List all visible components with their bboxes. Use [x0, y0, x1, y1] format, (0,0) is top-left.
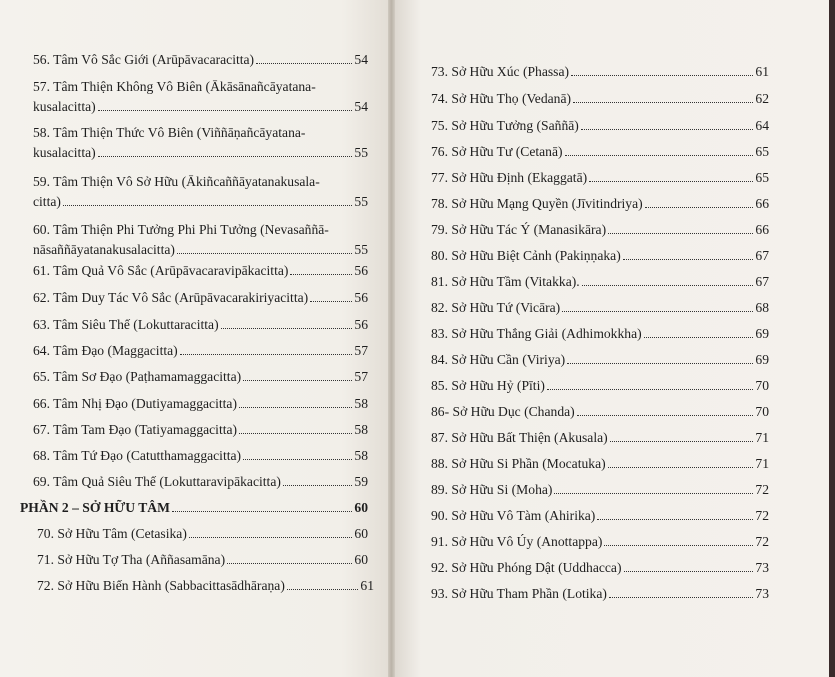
toc-title: 78. Sở Hữu Mạng Quyền (Jīvitindriya) [431, 196, 643, 211]
toc-page: 55 [354, 145, 368, 160]
toc-entry-62[interactable] [33, 288, 368, 308]
toc-page: 68 [755, 300, 769, 315]
dot-leader [243, 459, 352, 460]
dot-leader [589, 181, 753, 182]
toc-title: 89. Sở Hữu Si (Moha) [431, 482, 553, 497]
toc-title: 90. Sở Hữu Vô Tàm (Ahirika) [431, 508, 596, 523]
toc-page: 58 [354, 448, 368, 463]
toc-title: 83. Sở Hữu Thắng Giải (Adhimokkha) [431, 326, 642, 341]
toc-page: 60 [354, 500, 368, 515]
toc-title: kusalacitta) [33, 145, 96, 160]
toc-entry-93[interactable] [431, 584, 769, 604]
toc-entry-83[interactable] [431, 324, 769, 344]
toc-entry-89[interactable] [431, 480, 769, 500]
toc-page: 62 [755, 91, 769, 106]
toc-entry-84[interactable] [431, 350, 769, 370]
toc-page: 64 [755, 118, 769, 133]
toc-page: 73 [755, 586, 769, 601]
toc-title: 73. Sở Hữu Xúc (Phassa) [431, 64, 570, 79]
section-title: PHẦN 2 – SỞ HỮU TÂM [20, 500, 170, 515]
toc-title: 93. Sở Hữu Tham Phần (Lotika) [431, 586, 607, 601]
toc-entry-82[interactable] [431, 298, 769, 318]
toc-entry-80[interactable] [431, 246, 769, 266]
dot-leader [571, 75, 753, 76]
toc-entry-92[interactable] [431, 558, 769, 578]
dot-leader [310, 301, 352, 302]
toc-page: 54 [354, 52, 368, 67]
dot-leader [547, 389, 754, 390]
dot-leader [221, 328, 353, 329]
toc-title: 87. Sở Hữu Bất Thiện (Akusala) [431, 430, 608, 445]
toc-entry-65[interactable] [33, 367, 368, 387]
toc-page: 65 [755, 144, 769, 159]
toc-entry-79[interactable] [431, 220, 769, 240]
toc-entry-60[interactable] [33, 220, 368, 260]
dot-leader [287, 589, 359, 590]
dot-leader [98, 156, 353, 157]
toc-title: 81. Sở Hữu Tầm (Vitakka). [431, 274, 580, 289]
dot-leader [610, 441, 754, 442]
toc-title: 85. Sở Hữu Hỷ (Pīti) [431, 378, 545, 393]
toc-page: 58 [354, 422, 368, 437]
toc-entry-91[interactable] [431, 532, 769, 552]
toc-entry-71[interactable] [37, 550, 368, 570]
toc-page: 56 [354, 317, 368, 332]
toc-title: 71. Sở Hữu Tợ Tha (Aññasamāna) [37, 552, 226, 567]
toc-entry-72[interactable] [37, 576, 374, 596]
toc-page: 57 [354, 369, 368, 384]
toc-section-part-2[interactable] [20, 498, 368, 518]
toc-page: 61 [360, 578, 374, 593]
toc-page: 59 [354, 474, 368, 489]
toc-entry-77[interactable] [431, 168, 769, 188]
dot-leader [624, 571, 754, 572]
toc-page: 73 [755, 560, 769, 575]
toc-entry-68[interactable] [33, 446, 368, 466]
toc-page: 71 [755, 430, 769, 445]
toc-entry-69[interactable] [33, 472, 368, 492]
dot-leader [567, 363, 753, 364]
toc-entry-63[interactable] [33, 315, 368, 335]
dot-leader [597, 519, 753, 520]
toc-entry-87[interactable] [431, 428, 769, 448]
toc-title: 75. Sở Hữu Tưởng (Saññā) [431, 118, 579, 133]
page-edge [829, 0, 835, 677]
toc-entry-78[interactable] [431, 194, 769, 214]
dot-leader [243, 380, 352, 381]
toc-title: kusalacitta) [33, 99, 96, 114]
toc-title: 69. Tâm Quả Siêu Thế (Lokuttaravipākacitta) [33, 474, 281, 489]
dot-leader [256, 63, 352, 64]
dot-leader [609, 597, 754, 598]
dot-leader [581, 129, 754, 130]
left-page [0, 0, 388, 677]
toc-entry-88[interactable] [431, 454, 769, 474]
dot-leader [283, 485, 353, 486]
toc-title: 66. Tâm Nhị Đạo (Dutiyamaggacitta) [33, 396, 237, 411]
toc-entry-74[interactable] [431, 89, 769, 109]
toc-page: 60 [354, 526, 368, 541]
toc-entry-58[interactable] [33, 123, 368, 163]
toc-title: 77. Sở Hữu Định (Ekaggatā) [431, 170, 588, 185]
dot-leader [562, 311, 753, 312]
toc-entry-56[interactable] [33, 50, 368, 70]
toc-title: 70. Sở Hữu Tâm (Cetasika) [37, 526, 187, 541]
toc-page: 72 [755, 508, 769, 523]
dot-leader [239, 407, 352, 408]
dot-leader [554, 493, 753, 494]
toc-page: 56 [354, 290, 368, 305]
toc-page: 67 [755, 248, 769, 263]
toc-title: 64. Tâm Đạo (Maggacitta) [33, 343, 178, 358]
toc-title: 86- Sở Hữu Dục (Chanda) [431, 404, 575, 419]
dot-leader [239, 433, 352, 434]
toc-title: 67. Tâm Tam Đạo (Tatiyamaggacitta) [33, 422, 238, 437]
toc-title: 80. Sở Hữu Biệt Cảnh (Pakiṇṇaka) [431, 248, 621, 263]
toc-entry-81[interactable] [431, 272, 769, 292]
toc-page: 71 [755, 456, 769, 471]
toc-title: 56. Tâm Vô Sắc Giới (Arūpāvacaracitta) [33, 52, 255, 67]
dot-leader [177, 253, 353, 254]
toc-page: 54 [354, 99, 368, 114]
dot-leader [645, 207, 754, 208]
toc-entry-61[interactable] [33, 261, 368, 281]
toc-page: 66 [755, 222, 769, 237]
dot-leader [565, 155, 754, 156]
toc-page: 58 [354, 396, 368, 411]
toc-title-line1: 57. Tâm Thiện Không Vô Biên (Ākāsānañcāyatana- [33, 79, 316, 94]
toc-page: 57 [354, 343, 368, 358]
toc-title-line1: 58. Tâm Thiện Thức Vô Biên (Viññāṇañcāyatana- [33, 125, 306, 140]
toc-entry-70[interactable] [37, 524, 368, 544]
toc-entry-86[interactable] [431, 402, 769, 422]
toc-title: 63. Tâm Siêu Thế (Lokuttaracitta) [33, 317, 219, 332]
dot-leader [608, 233, 753, 234]
dot-leader [582, 285, 754, 286]
toc-entry-75[interactable] [431, 116, 769, 136]
dot-leader [604, 545, 753, 546]
toc-title: nāsaññāyatanakusalacitta) [33, 242, 175, 257]
toc-page: 66 [755, 196, 769, 211]
toc-title: 74. Sở Hữu Thọ (Vedanā) [431, 91, 572, 106]
dot-leader [623, 259, 754, 260]
toc-title: 91. Sở Hữu Vô Úy (Anottappa) [431, 534, 603, 549]
toc-title: 79. Sở Hữu Tác Ý (Manasikāra) [431, 222, 607, 237]
dot-leader [577, 415, 754, 416]
right-page [395, 0, 829, 677]
toc-title-line1: 60. Tâm Thiện Phi Tưởng Phi Phi Tưởng (Nevasaññā- [33, 222, 329, 237]
dot-leader [227, 563, 352, 564]
toc-page: 69 [755, 352, 769, 367]
toc-title: 88. Sở Hữu Si Phần (Mocatuka) [431, 456, 606, 471]
toc-title: 82. Sở Hữu Tứ (Vicāra) [431, 300, 561, 315]
toc-page: 60 [354, 552, 368, 567]
toc-title: 84. Sở Hữu Cần (Viriya) [431, 352, 566, 367]
toc-entry-59[interactable] [33, 172, 368, 212]
toc-page: 55 [354, 242, 368, 257]
book-gutter [388, 0, 395, 677]
toc-entry-67[interactable] [33, 420, 368, 440]
dot-leader [608, 467, 754, 468]
toc-title: 76. Sở Hữu Tư (Cetanā) [431, 144, 563, 159]
toc-page: 72 [755, 534, 769, 549]
toc-entry-90[interactable] [431, 506, 769, 526]
toc-page: 56 [354, 263, 368, 278]
toc-title: citta) [33, 194, 61, 209]
dot-leader [573, 102, 753, 103]
toc-title: 61. Tâm Quả Vô Sắc (Arūpāvacaravipākacitta) [33, 263, 289, 278]
toc-title: 92. Sở Hữu Phóng Dật (Uddhacca) [431, 560, 622, 575]
toc-page: 61 [755, 64, 769, 79]
toc-page: 72 [755, 482, 769, 497]
toc-title: 72. Sở Hữu Biến Hành (Sabbacittasādhāraṇa) [37, 578, 285, 593]
dot-leader [290, 274, 352, 275]
toc-entry-64[interactable] [33, 341, 368, 361]
toc-page: 65 [755, 170, 769, 185]
toc-entry-66[interactable] [33, 394, 368, 414]
toc-entry-73[interactable] [431, 62, 769, 82]
dot-leader [189, 537, 353, 538]
dot-leader [172, 511, 352, 512]
toc-page: 67 [755, 274, 769, 289]
toc-entry-76[interactable] [431, 142, 769, 162]
toc-title: 65. Tâm Sơ Đạo (Paṭhamamaggacitta) [33, 369, 242, 384]
toc-page: 69 [755, 326, 769, 341]
toc-entry-57[interactable] [33, 77, 368, 117]
dot-leader [63, 205, 352, 206]
dot-leader [644, 337, 754, 338]
toc-title-line1: 59. Tâm Thiện Vô Sở Hữu (Ākiñcaññāyatanakusala- [33, 174, 320, 189]
toc-entry-85[interactable] [431, 376, 769, 396]
toc-title: 68. Tâm Tứ Đạo (Catutthamaggacitta) [33, 448, 242, 463]
dot-leader [98, 110, 353, 111]
dot-leader [180, 354, 353, 355]
toc-page: 55 [354, 194, 368, 209]
toc-page: 70 [755, 404, 769, 419]
toc-page: 70 [755, 378, 769, 393]
toc-title: 62. Tâm Duy Tác Vô Sắc (Arūpāvacarakiriyacitta) [33, 290, 309, 305]
